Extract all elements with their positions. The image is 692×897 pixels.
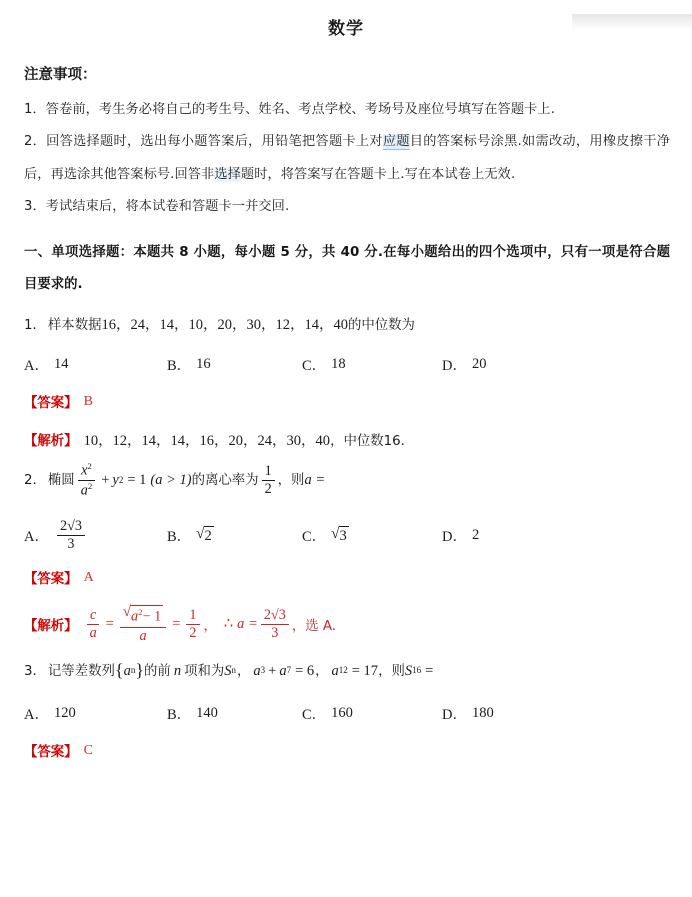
question-1-options [24, 354, 670, 375]
solution-equals-2: = [172, 615, 181, 632]
sequence-subscript: n [130, 665, 136, 676]
solution-sqrt-denominator: a [139, 627, 147, 644]
sum-S-subscript: n [231, 665, 236, 676]
question-3-option-d-letter: D． [442, 707, 467, 724]
condition-2-a12-subscript: 12 [338, 665, 348, 676]
condition-2-equals: = 17 [351, 662, 379, 679]
question-2-solution-line [24, 605, 670, 643]
question-3-answer-line [24, 741, 670, 760]
target-S16: S [404, 662, 413, 679]
sqrt-icon: √ [196, 524, 205, 542]
question-2-option-a-denominator: 3 [67, 535, 75, 552]
question-2-option-b-sqrt [196, 526, 214, 545]
solution-c: c [87, 608, 99, 625]
notice-item-2-text-part1: 回答选择题时，选出每小题答案后，用铅笔把答题卡上对 [46, 134, 383, 150]
question-2-solution-tag: 【解析】 [24, 618, 78, 634]
question-2-stem-tail: ，则 [277, 472, 305, 488]
question-2-option-b-letter: B． [167, 528, 192, 545]
ellipse-x-over-a-fraction [78, 462, 96, 498]
question-3-option-b[interactable] [167, 703, 302, 724]
solution-a: a [89, 624, 97, 641]
question-2-option-a[interactable] [24, 519, 167, 552]
question-2-stem-mid: 的离心率为 [191, 472, 259, 488]
question-2-option-c-sqrt [331, 526, 349, 545]
page-title: 数学 [328, 19, 364, 39]
eccentricity-denominator: 2 [264, 481, 272, 498]
notice-item-3 [24, 191, 670, 223]
sqrt-icon: √ [122, 604, 132, 621]
question-2-option-d-value: 2 [471, 526, 480, 543]
ellipse-y-exponent: 2 [118, 474, 124, 485]
solution-sqrt-numerator [120, 605, 166, 627]
question-3-comma-2: ， [315, 663, 329, 679]
question-1-stem-suffix: 的中位数为 [347, 317, 415, 333]
question-3-option-d[interactable] [442, 703, 494, 724]
ellipse-x-exponent: 2 [87, 461, 92, 472]
condition-1-a3-subscript: 3 [260, 665, 266, 676]
question-3-option-c[interactable] [302, 703, 442, 724]
question-2 [24, 462, 670, 643]
question-1 [24, 312, 670, 450]
question-1-option-b-value: 16 [196, 356, 211, 373]
notice-item-2-highlight-2: 选择 [214, 166, 241, 182]
question-3-stem-part1: 记等差数列 [47, 663, 115, 679]
question-2-option-a-letter: A． [24, 528, 49, 545]
question-2-answer-tag: 【答案】 [24, 572, 78, 588]
question-1-option-a-letter: A． [24, 358, 49, 375]
question-3-option-b-letter: B． [167, 707, 192, 724]
notice-item-1-number: 1． [24, 102, 46, 117]
notice-list [22, 94, 670, 223]
notice-item-2-highlight-1: 应题 [382, 134, 410, 150]
question-3-variable-n: n [173, 662, 182, 679]
question-2-stem-lead: 椭圆 [47, 472, 75, 488]
solution-radicand [130, 605, 163, 625]
question-3-number: 3． [24, 663, 46, 679]
sum-S: S [224, 662, 232, 679]
solution-sqrt [123, 605, 163, 625]
solution-result-fraction [261, 608, 289, 641]
notice-item-3-text: 考试结束后，将本试卷和答题卡一并交回. [45, 199, 290, 215]
question-3-option-a[interactable] [24, 703, 167, 724]
question-3-option-a-value: 120 [53, 705, 76, 722]
question-3-options [24, 703, 670, 724]
solution-c-over-a [87, 608, 100, 641]
target-equals: = [425, 662, 434, 679]
question-3-option-c-letter: C． [302, 707, 327, 724]
question-2-option-d-letter: D． [442, 528, 467, 545]
question-3-option-a-letter: A． [24, 707, 49, 724]
solution-a-equals: a = [237, 615, 258, 632]
question-3-stem-part4: ，则 [378, 663, 405, 679]
question-2-number: 2． [24, 472, 46, 488]
question-1-option-d[interactable] [442, 354, 486, 375]
question-1-solution-suffix: ，中位数16. [330, 434, 405, 450]
question-2-option-a-fraction [57, 519, 85, 552]
question-1-stem-prefix: 样本数据 [47, 317, 102, 333]
question-1-option-b[interactable] [167, 354, 302, 375]
exam-page [0, 14, 692, 760]
condition-2-a12: a [331, 662, 339, 679]
question-3-stem [24, 655, 670, 687]
sequence-a: a [123, 662, 131, 679]
condition-1-equals: = 6 [295, 662, 315, 679]
solution-radicand-minus-one: − 1 [142, 609, 162, 626]
question-3-stem-part3: 项和为 [184, 663, 225, 679]
question-1-option-c-value: 18 [331, 356, 346, 373]
therefore-icon: ∴ [223, 615, 234, 632]
solution-radicand-exponent: 2 [138, 607, 143, 618]
notice-item-2-number: 2． [24, 134, 47, 150]
question-1-option-c[interactable] [302, 354, 442, 375]
ellipse-x: x [81, 463, 88, 480]
notice-item-2-text-part3: 题时，将答案写在答题卡上.写在本试卷上无效. [240, 166, 516, 182]
condition-1-plus: + [268, 662, 277, 679]
question-1-answer-value: B [83, 393, 93, 409]
question-1-solution-line [24, 429, 670, 450]
question-1-number: 1． [24, 317, 46, 333]
notice-heading: 注意事项： [24, 67, 97, 83]
question-2-option-c-letter: C． [302, 528, 327, 545]
notice-item-1-text: 答卷前，考生务必将自己的考生号、姓名、考点学校、考场号及座位号填写在答题卡上. [45, 102, 555, 117]
question-3-stem-part2: 的前 [144, 663, 171, 679]
ellipse-numerator [78, 462, 95, 481]
sequence-close-brace: } [135, 660, 145, 681]
question-3-option-b-value: 140 [196, 705, 218, 722]
question-1-answer-line [24, 392, 670, 411]
question-1-option-c-letter: C． [302, 358, 327, 375]
question-2-stem-variable: a = [304, 471, 326, 488]
eccentricity-fraction [262, 464, 275, 497]
question-1-solution-numbers: 10，12，14，14，16，20，24，30，40 [83, 433, 331, 450]
question-2-options [24, 519, 670, 552]
question-3-comma-1: ， [236, 663, 251, 679]
question-1-option-a[interactable] [24, 354, 167, 375]
notice-item-2 [24, 126, 670, 191]
question-2-option-a-numerator: 2√3 [57, 519, 85, 536]
question-3-option-d-value: 180 [471, 705, 494, 722]
question-2-answer-value: A [83, 569, 94, 585]
solution-half-numerator: 1 [186, 608, 199, 625]
section-heading-single-choice: 一、单项选择题：本题共 8 小题，每小题 5 分，共 40 分.在每小题给出的四个选项中，只有一项是符合题目要求的. [24, 245, 670, 292]
eccentricity-numerator: 1 [262, 464, 275, 481]
question-1-stem [24, 312, 670, 338]
solution-one-half [186, 608, 199, 641]
question-1-answer-tag: 【答案】 [24, 396, 78, 412]
solution-radicand-a: a [131, 609, 139, 626]
notice-item-3-number: 3． [24, 199, 46, 215]
solution-equals-1: = [105, 615, 114, 632]
ellipse-y: y [112, 471, 119, 488]
condition-1-a3: a [253, 662, 261, 679]
condition-1-a7: a [279, 662, 287, 679]
question-2-option-b-radicand: 2 [204, 527, 212, 544]
question-1-option-d-letter: D． [442, 358, 467, 375]
solution-half-denominator: 2 [189, 624, 197, 641]
question-1-option-a-value: 14 [53, 356, 69, 373]
question-2-option-b[interactable] [167, 525, 302, 546]
ellipse-a: a [80, 482, 88, 499]
ellipse-plus-sign: + [101, 471, 110, 488]
condition-1-a7-subscript: 7 [286, 665, 292, 676]
question-2-option-c-radicand: 3 [339, 527, 347, 544]
question-3 [24, 655, 670, 760]
solution-result-numerator: 2√3 [261, 608, 289, 625]
solution-comma-1: ， [203, 618, 217, 634]
ellipse-denominator [78, 481, 96, 499]
question-2-answer-line [24, 568, 670, 587]
question-1-stem-data: 16，24，14，10，20，30，12，14，40 [101, 316, 348, 333]
sqrt-icon: √ [331, 524, 340, 542]
question-3-option-c-value: 160 [331, 705, 353, 722]
sequence-open-brace: { [114, 660, 124, 681]
ellipse-equals-one: = 1 [127, 471, 147, 488]
question-1-solution-tag: 【解析】 [24, 434, 78, 450]
question-3-answer-tag: 【答案】 [24, 745, 78, 761]
target-S16-subscript: 16 [412, 665, 422, 676]
question-2-option-d[interactable] [442, 525, 479, 546]
ellipse-a-exponent: 2 [87, 481, 93, 492]
question-1-option-b-letter: B． [167, 358, 192, 375]
solution-result-denominator: 3 [271, 624, 279, 641]
question-3-answer-value: C [83, 742, 93, 758]
solution-sqrt-fraction [120, 605, 166, 643]
solution-tail: ，选 A. [291, 618, 337, 634]
notice-item-1 [24, 94, 670, 126]
ellipse-condition: (a > 1) [150, 471, 192, 488]
question-1-option-d-value: 20 [471, 356, 487, 373]
question-2-option-c[interactable] [302, 525, 442, 546]
question-2-stem [24, 462, 670, 498]
notice-item-2-text-part2: 目的答案标号涂黑.如需改动，用橡皮擦干净后，再选涂其他答案标号.回答非 [24, 134, 670, 182]
